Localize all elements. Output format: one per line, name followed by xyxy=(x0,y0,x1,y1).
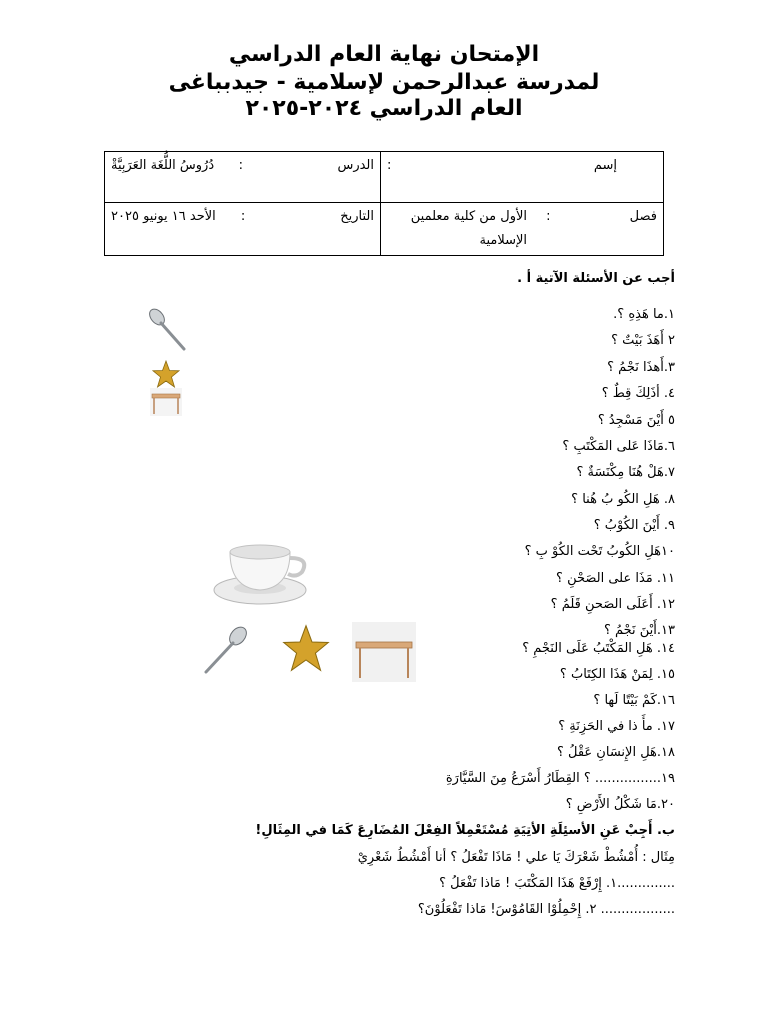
question-3: ٣.أَهذَا نَجْمُ ؟ xyxy=(607,360,675,375)
question-2: ٢ أَهَذَ بَيْتٌ ؟ xyxy=(611,333,675,348)
class-colon: : xyxy=(546,209,551,224)
question-14: ١٤. هَلِ المَكْتَبُ عَلَى النَجْمِ ؟ xyxy=(522,641,675,656)
lesson-colon: : xyxy=(238,158,243,173)
section-b-heading: ب. أَجِبْ عَنِ الأسئِلَةِ الأتِيَةِ مُسْتَعْمِلاً الفِعْلَ المُضَارِعَ كَمَا في المِثَالِ! xyxy=(255,823,675,838)
class-cell xyxy=(381,203,664,256)
question-10: ١٠هَلِ الكُوبُ تَحْت الكُوْ بِ ؟ xyxy=(524,544,675,559)
question-20: ٢٠.مَا شَكْلُ الأَرْضِ ؟ xyxy=(565,797,675,812)
star-icon xyxy=(152,360,180,388)
example-line: مِثَال : أُمْشُطْ شَعْرَكَ يَا علي ! مَاذَا تَفْعَلُ ؟ أنا أَمْشُطُ شَعْرِيْ xyxy=(357,850,675,865)
exam-title: الإمتحان نهاية العام الدراسي xyxy=(228,42,540,67)
date-cell xyxy=(105,203,381,256)
lesson-cell xyxy=(105,152,381,203)
question-16: ١٦.كَمْ بَيْتًا لَها ؟ xyxy=(593,693,675,708)
name-cell xyxy=(381,152,664,203)
question-13: ١٣.أَيْنَ نَجْمُ ؟ xyxy=(603,623,675,638)
date-value: الأحد ١٦ يونيو ٢٠٢٥ xyxy=(111,209,216,224)
academic-year: العام الدراسي ٢٠٢٤-٢٠٢٥ xyxy=(245,96,523,121)
date-label: التاريخ xyxy=(340,209,374,224)
student-info-table xyxy=(104,151,664,256)
question-5: ٥ أَيْنَ مَسْجِدُ ؟ xyxy=(597,413,675,428)
question-8: ٨. هَلِ الكُو بُ هُنا ؟ xyxy=(571,492,675,507)
question-17: ١٧. مأَ ذا في الحَزِنَةِ ؟ xyxy=(558,719,675,734)
question-6: ٦.مَاذَا عَلى المَكْتَبِ ؟ xyxy=(562,439,675,454)
star-icon xyxy=(282,624,330,672)
lesson-value: دُرُوسُ اللُّغَة العَرَبِيَّةْ xyxy=(111,158,215,173)
date-colon: : xyxy=(240,209,246,224)
spoon-icon xyxy=(146,306,188,352)
lesson-label: الدرس xyxy=(337,158,374,173)
cup-saucer-icon xyxy=(206,538,316,612)
question-11: ١١. مَذَا على الصَحْنِ ؟ xyxy=(556,571,675,586)
school-name: لمدرسة عبدالرحمن لإسلامية - جيدبباغى xyxy=(168,70,600,95)
class-label: فصل xyxy=(629,209,657,224)
question-4: ٤. أذَلِكَ قِطٌ ؟ xyxy=(601,386,675,401)
table-icon xyxy=(352,622,416,682)
question-18: ١٨.هَلِ الإِنسَانِ عَقْلُ ؟ xyxy=(556,745,675,760)
question-7: ٧.هَلْ هُنَا مِكْنَسَةٌ ؟ xyxy=(576,465,675,480)
question-9: ٩. أَيْنَ الكُوْبُ ؟ xyxy=(593,518,675,533)
question-12: ١٢. أَعَلَى الصَحنِ قَلَمُ ؟ xyxy=(550,597,675,612)
section-a-heading: أجب عن الأسئلة الآتية أ . xyxy=(517,271,675,286)
question-1: ١.ما هَذِهِ ؟. xyxy=(613,307,675,322)
class-value: الأول من كلية معلمين الإسلامية xyxy=(410,209,528,248)
table-icon xyxy=(150,388,182,416)
spoon-icon xyxy=(200,624,248,676)
name-label: إسم xyxy=(593,158,617,173)
exercise-2: .................. ٢. إِحْمِلُوْا القَامُوْسَ! مَاذا تَفْعَلُوْنَ؟ xyxy=(417,902,675,917)
question-15: ١٥. لِمَنْ هَذَا الكِتَابُ ؟ xyxy=(559,667,675,682)
exercise-1: ..............١. إِرْفَعْ هَذَا المَكْتَبَ ! مَاذا تَفْعَلُ ؟ xyxy=(439,876,675,891)
name-colon: : xyxy=(387,158,392,173)
question-19: ١٩................ ؟ القِطَارُ أَسْرَعُ مِنَ السَّيَّارَةِ xyxy=(445,771,675,786)
